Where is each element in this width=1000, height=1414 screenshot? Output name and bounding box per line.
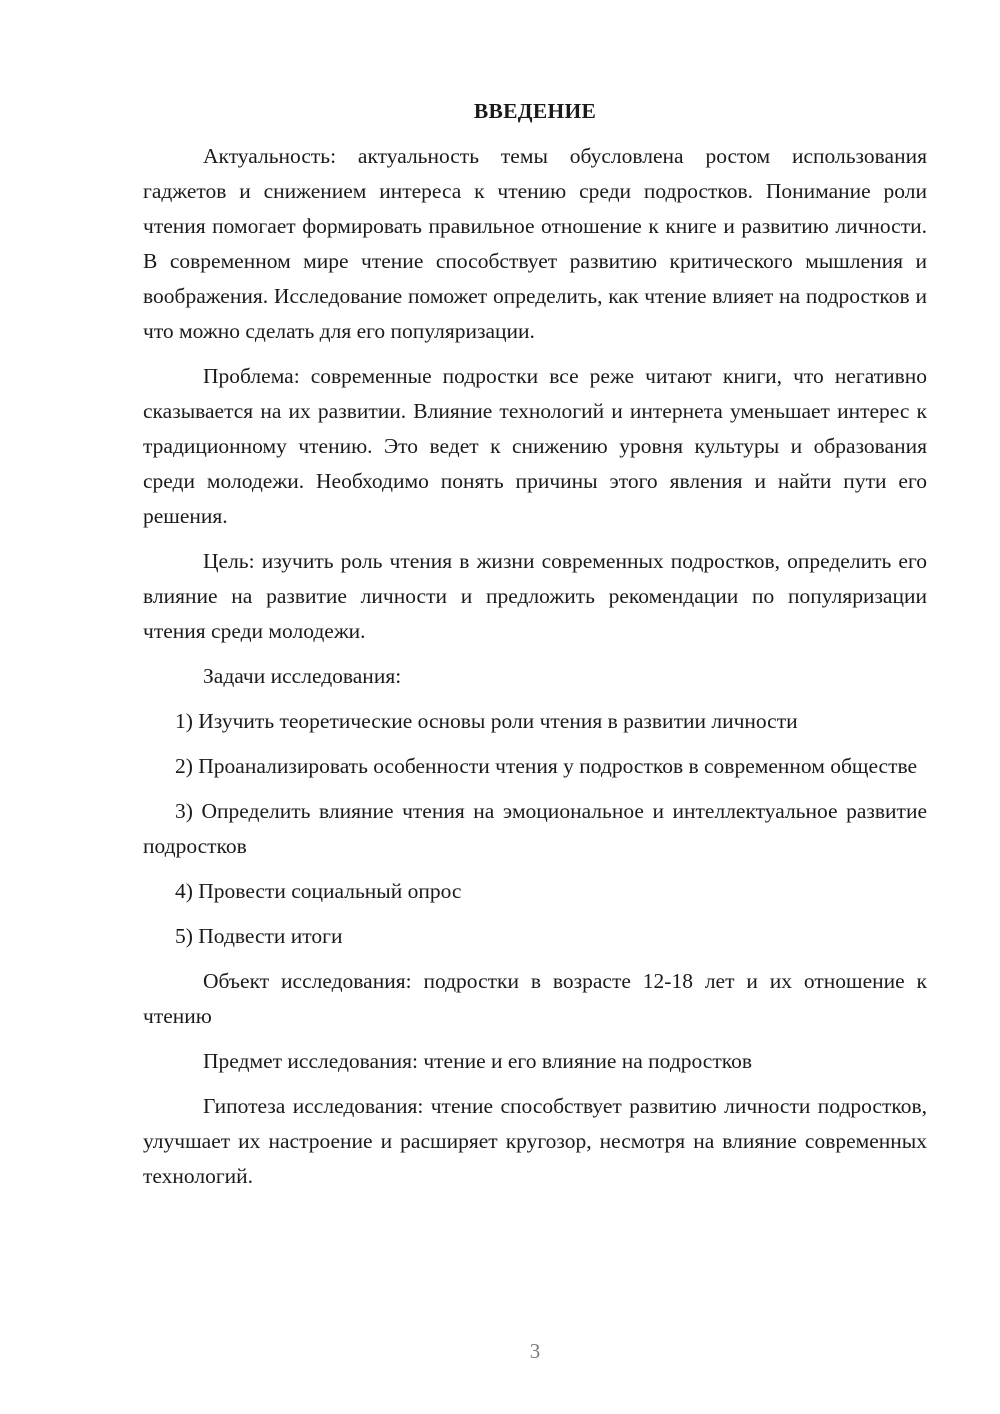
task-item: 3) Определить влияние чтения на эмоциональное и интеллектуальное развитие подростков: [143, 799, 927, 858]
paragraph-object: Объект исследования: подростки в возрасте 12-18 лет и их отношение к чтению: [143, 969, 927, 1028]
task-item: 2) Проанализировать особенности чтения у подростков в современном обществе: [175, 754, 918, 778]
paragraph-subject: Предмет исследования: чтение и его влияние на подростков: [203, 1049, 752, 1073]
paragraph-hypothesis: Гипотеза исследования: чтение способствует развитию личности подростков, улучшает их настроение и расширяет кругозор, несмотря на влияние современных технологий.: [143, 1094, 927, 1188]
tasks-heading: Задачи исследования:: [203, 664, 402, 688]
task-item: 5) Подвести итоги: [175, 924, 343, 948]
paragraph-relevance: Актуальность: актуальность темы обусловлена ростом использования гаджетов и снижением интереса к чтению среди подростков. Понимание роли чтения помогает формировать правильное отношение к книге и развитию личности. В современном мире чтение способствует развитию критического мышления и воображения. Исследование поможет определить, как чтение влияет на подростков и что можно сделать для его популяризации.: [143, 144, 927, 343]
page-number: 3: [529, 1339, 541, 1363]
page-content: [143, 94, 927, 1204]
task-item: 4) Провести социальный опрос: [175, 879, 462, 903]
task-item: 1) Изучить теоретические основы роли чтения в развитии личности: [175, 709, 798, 733]
paragraph-goal: Цель: изучить роль чтения в жизни современных подростков, определить его влияние на развитие личности и предложить рекомендации по популяризации чтения среди молодежи.: [143, 549, 927, 643]
paragraph-problem: Проблема: современные подростки все реже читают книги, что негативно сказывается на их развитии. Влияние технологий и интернета уменьшает интерес к традиционному чтению. Это ведет к снижению уровня культуры и образования среди молодежи. Необходимо понять причины этого явления и найти пути его решения.: [143, 364, 927, 528]
page-title: ВВЕДЕНИЕ: [473, 99, 597, 123]
